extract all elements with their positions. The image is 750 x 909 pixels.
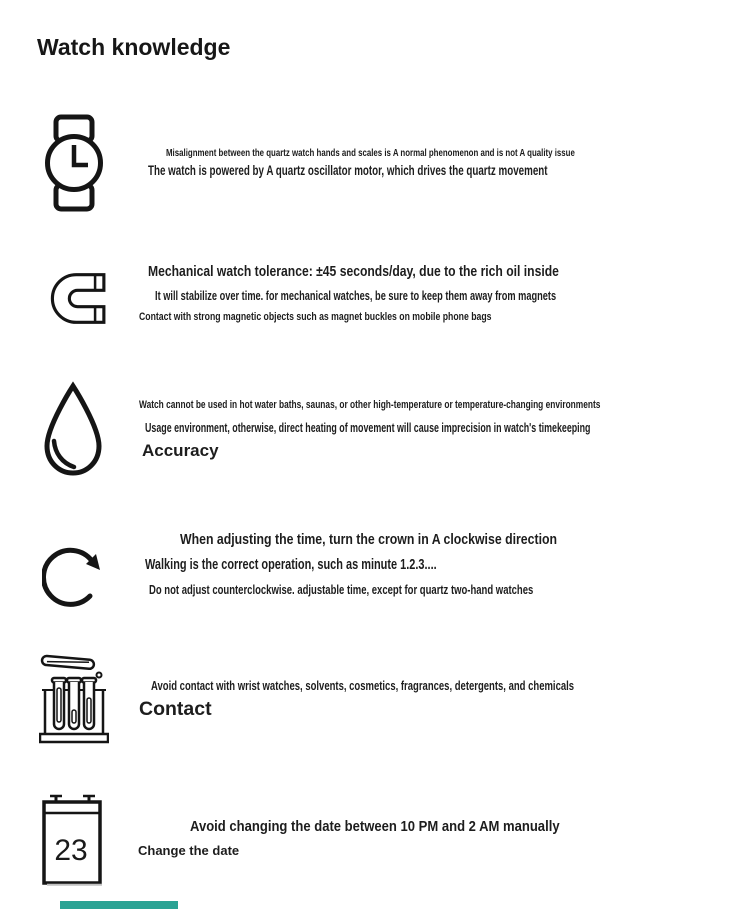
rotate-clockwise-icon: [42, 529, 104, 613]
section-subtext: It will stabilize over time. for mechanical watches, be sure to keep them away from magnets: [155, 288, 557, 303]
section-note: Contact with strong magnetic objects such as magnet buckles on mobile phone bags: [139, 311, 492, 323]
section-subheading: Change the date: [138, 843, 240, 858]
section-heading: Avoid changing the date between 10 PM and 2 AM manually: [190, 818, 560, 835]
footer-accent-bar: [60, 901, 178, 909]
chemical-test-tubes-icon: [39, 650, 109, 745]
section-heading: The watch is powered by A quartz oscillator motor, which drives the quartz movement: [148, 162, 548, 178]
section-heading: When adjusting the time, turn the crown in A clockwise direction: [180, 531, 558, 548]
section-note: Do not adjust counterclockwise. adjustable time, except for quartz two-hand watches: [149, 583, 534, 597]
section-note: Misalignment between the quartz watch hands and scales is A normal phenomenon and is not A quality issue: [166, 147, 575, 159]
section-heading: Accuracy: [142, 441, 219, 460]
water-drop-icon: [40, 381, 106, 479]
section-subtext: Usage environment, otherwise, direct heating of movement will cause imprecision in watch's timekeeping: [145, 421, 591, 435]
magnet-icon: [43, 269, 107, 328]
section-heading: Mechanical watch tolerance: ±45 seconds/day, due to the rich oil inside: [148, 263, 559, 280]
wristwatch-icon: [42, 114, 106, 212]
section-note: Avoid contact with wrist watches, solvents, cosmetics, fragrances, detergents, and chemicals: [151, 679, 575, 693]
section-note: Watch cannot be used in hot water baths, saunas, or other high-temperature or temperature-changing environments: [139, 399, 601, 411]
section-subheading: Walking is the correct operation, such as minute 1.2.3....: [145, 556, 437, 573]
calendar-icon: [40, 793, 104, 886]
section-heading: Contact: [139, 698, 212, 720]
page-title: Watch knowledge: [37, 34, 231, 60]
calendar-day: 23: [54, 834, 88, 867]
